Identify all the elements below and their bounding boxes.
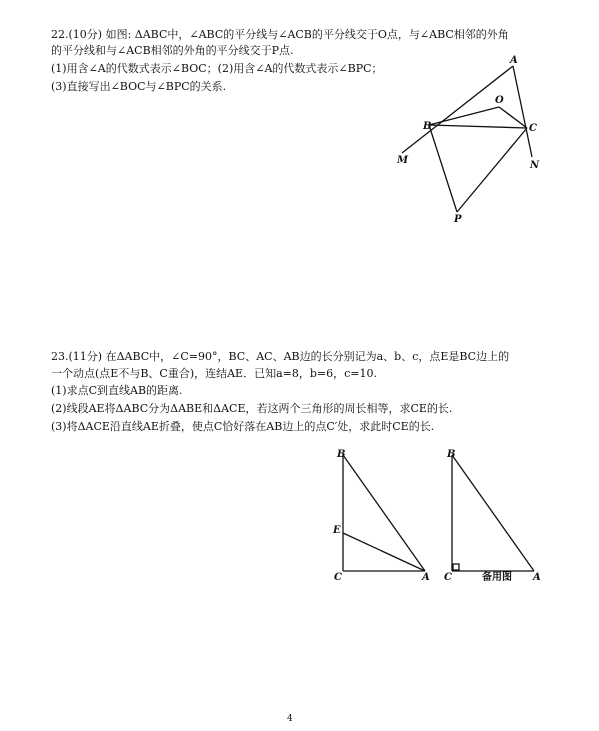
q23-line-4: (2)线段AE将ΔABC分为ΔABE和ΔACE，若这两个三角形的周长相等，求CE的长. <box>51 402 453 415</box>
q23-f2-label-C: C <box>444 572 452 583</box>
q22-line-4: (3)直接写出∠BOC与∠BPC的关系. <box>51 80 227 93</box>
q22-line-3: (1)用含∠A的代数式表示∠BOC；(2)用含∠A的代数式表示∠BPC； <box>51 62 383 75</box>
q22-line-OC <box>499 107 527 128</box>
q22-line-BC <box>429 125 527 128</box>
q23-figure-2 <box>452 455 534 571</box>
q22-line-AN <box>513 66 532 157</box>
q23-figure-1 <box>343 455 425 571</box>
q23-line-3: (1)求点C到直线AB的距离. <box>51 384 183 397</box>
q22-label-B: B <box>423 121 432 132</box>
q22-label-O: O <box>495 95 504 106</box>
q23-line-5: (3)将ΔACE沿直线AE折叠，使点C恰好落在AB边上的点C′处，求此时CE的长. <box>51 420 435 433</box>
q23-f1-line-EA <box>343 533 425 571</box>
q22-line-CP <box>457 128 527 212</box>
q22-label-P: P <box>454 214 462 225</box>
q23-f2-right-angle-mark <box>453 564 459 570</box>
q23-f2-caption: 备用图 <box>482 572 512 583</box>
q23-f1-label-E: E <box>333 525 341 536</box>
q22-label-A: A <box>510 55 518 66</box>
q22-label-M: M <box>397 155 409 166</box>
q22-line-MA <box>402 66 513 153</box>
q23-f1-label-C: C <box>334 572 342 583</box>
q23-f1-label-B: B <box>337 449 346 460</box>
q22-line-1: 22.(10分) 如图: ΔABC中，∠ABC的平分线与∠ACB的平分线交于O点，与∠ABC相邻的外角 <box>51 28 509 41</box>
q23-f1-label-A: A <box>422 572 430 583</box>
q22-label-N: N <box>530 160 540 171</box>
q23-line-2: 一个动点(点E不与B、C重合)，连结AE．已知a=8，b=6，c=10. <box>51 367 377 380</box>
page-number: 4 <box>287 714 293 724</box>
q22-line-BO <box>429 107 499 125</box>
q22-line-BP <box>429 125 457 212</box>
q23-line-1: 23.(11分) 在ΔABC中，∠C=90°，BC、AC、AB边的长分别记为a、b、c，点E是BC边上的 <box>51 350 510 363</box>
q23-f1-line-BA <box>343 455 425 571</box>
q22-label-C: C <box>529 123 537 134</box>
q23-f2-line-BA <box>452 455 534 571</box>
q23-f2-label-A: A <box>533 572 541 583</box>
q22-line-2: 的平分线和与∠ACB相邻的外角的平分线交于P点. <box>51 44 294 57</box>
q23-f2-label-B: B <box>447 449 456 460</box>
